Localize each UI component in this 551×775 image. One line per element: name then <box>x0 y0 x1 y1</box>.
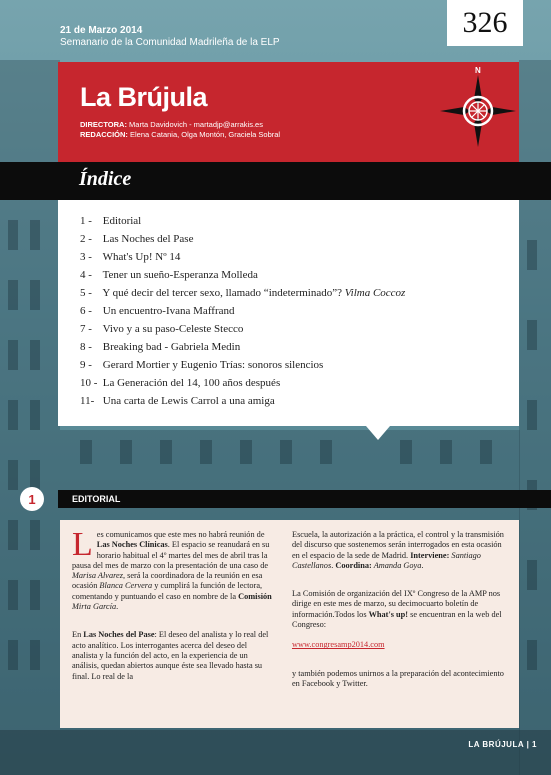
index-item[interactable]: 10 - La Generación del 14, 100 años después <box>80 377 281 389</box>
index-item[interactable]: 6 - Un encuentro-Ivana Maffrand <box>80 305 235 317</box>
issue-number: 326 <box>447 0 523 46</box>
index-item[interactable]: 8 - Breaking bad - Gabriela Medin <box>80 341 241 353</box>
publication-subtitle: Semanario de la Comunidad Madrileña de la ELP <box>60 37 280 48</box>
article-column-1 <box>72 526 274 682</box>
compass-letter: N <box>475 66 481 75</box>
index-item-author: Vilma Coccoz <box>344 287 406 299</box>
index-item[interactable]: 7 - Vivo y a su paso-Celeste Stecco <box>80 323 244 335</box>
footer-separator: | <box>526 740 530 749</box>
redaccion-value: Elena Catania, Olga Montón, Graciela Sobral <box>130 130 281 139</box>
footer-label: LA BRÚJULA <box>468 740 524 749</box>
drop-cap: L <box>72 526 93 563</box>
directora-label: DIRECTORA: <box>80 120 127 129</box>
article-column-2 <box>292 530 508 689</box>
index-panel-pointer <box>366 426 390 440</box>
index-item[interactable]: 4 - Tener un sueño-Esperanza Molleda <box>80 269 258 281</box>
paragraph: La Comisión de organización del IXº Congreso de la AMP nos dirige en este mes de marzo, su decimocuarto boletín de información.Todos los What's up! se encuentran en la web del Congreso: <box>292 589 502 630</box>
index-panel <box>58 200 519 426</box>
editorial-article <box>60 520 519 728</box>
directora-value: Marta Davidovich - martadjp@arrakis.es <box>129 120 263 129</box>
paragraph: y también podemos unirnos a la preparación del acontecimiento en Facebook y Twitter. <box>292 668 504 688</box>
section-bar <box>58 490 551 508</box>
section-number-badge: 1 <box>20 487 44 511</box>
index-item[interactable]: 9 - Gerard Mortier y Eugenio Trías: sonoros silencios <box>80 359 324 371</box>
index-item[interactable]: 2 - Las Noches del Pase <box>80 233 194 245</box>
paragraph: Escuela, la autorización a la práctica, el control y la transmisión del discurso que sostenemos serán interrogados en esta ocasión en el espacio de la sede de Madrid. Interviene: Santiago Castellanos. Coordina: Amanda Goya. <box>292 530 504 570</box>
publication-title: La Brújula <box>80 82 208 112</box>
index-item[interactable]: 3 - What's Up! Nº 14 <box>80 251 181 263</box>
issue-date: 21 de Marzo 2014 <box>60 25 143 36</box>
paragraph: En Las Noches del Pase: El deseo del analista y lo real del acto analítico. Los interrogantes acerca del deseo del analista y la función del acto, en la experiencia de un análisis, quedan abiertos aunque éste sea llevado hasta su final. Lo real de la <box>72 630 269 681</box>
credits <box>80 120 280 140</box>
index-item[interactable]: 11- Una carta de Lewis Carrol a una amiga <box>80 395 275 407</box>
congress-website-link[interactable]: www.congresamp2014.com <box>292 640 385 650</box>
redaccion-label: REDACCIÓN: <box>80 130 128 139</box>
section-label: EDITORIAL <box>72 494 121 504</box>
index-list <box>80 212 405 410</box>
page-number: 1 <box>532 740 537 749</box>
masthead <box>58 62 519 162</box>
index-item[interactable]: 1 - Editorial <box>80 215 142 227</box>
editorial-section-header <box>20 487 551 511</box>
page-footer <box>468 740 537 749</box>
index-heading: Índice <box>79 168 132 190</box>
index-item[interactable]: 5 - Y qué decir del tercer sexo, llamado “indeterminado”? Vilma Coccoz <box>80 287 406 299</box>
compass-logo-icon <box>438 61 518 161</box>
paragraph: Les comunicamos que este mes no habrá reunión de Las Noches Clínicas. El espacio se reanudará en su horario habitual el 4º martes del mes de abril tras la pausa del mes de marzo con la presentación de una caso de Marisa Alvarez, será la coordinadora de la reunión en esa ocasión Blanca Cervera y cumplirá la función de lectora, comentando y puntuando el caso en nombre de la Comisión Mirta García. <box>72 526 272 612</box>
